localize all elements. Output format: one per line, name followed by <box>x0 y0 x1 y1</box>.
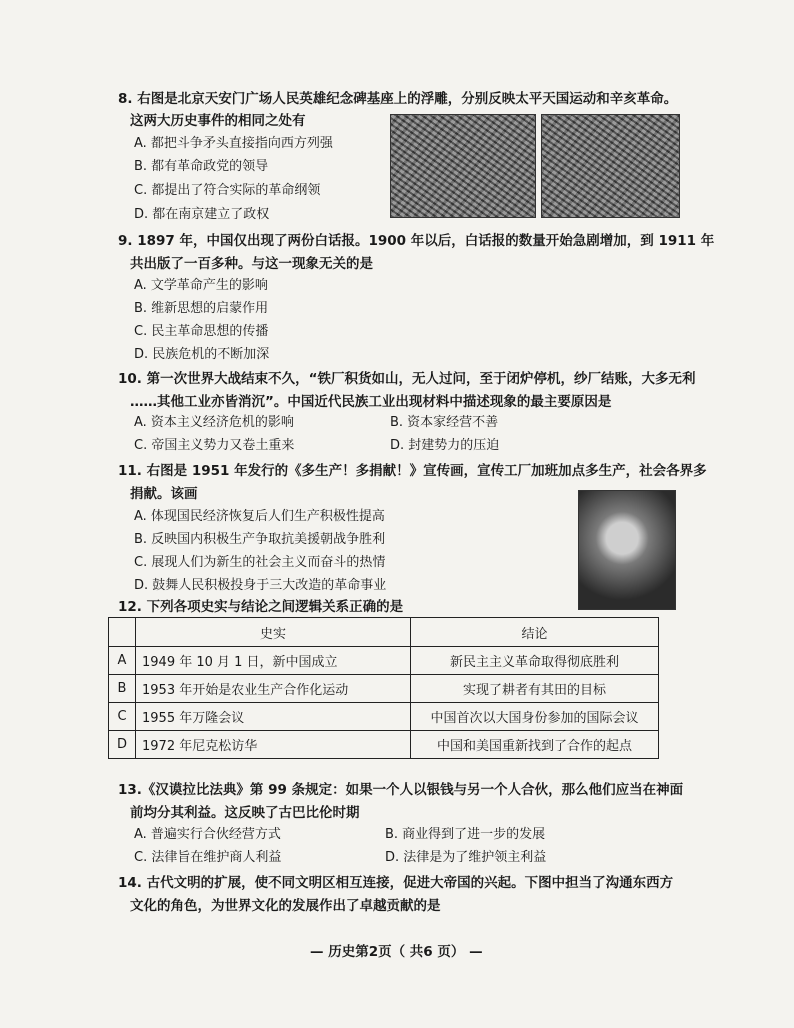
q13-stem-line2: 前均分其利益。这反映了古巴比伦时期 <box>130 805 360 821</box>
q14-stem-line2: 文化的角色，为世界文化的发展作出了卓越贡献的是 <box>130 898 441 914</box>
q13-option-d: D. 法律是为了维护领主利益 <box>385 850 547 865</box>
relief-taiping-image <box>390 114 536 218</box>
row-fact: 1953 年开始是农业生产合作化运动 <box>136 675 411 703</box>
q13-stem-line1: 13.《汉谟拉比法典》第 99 条规定：如果一个人以银钱与另一个人合伙，那么他们应当在神面 <box>118 782 684 798</box>
q11-option-d: D. 鼓舞人民积极投身于三大改造的革命事业 <box>134 578 387 593</box>
fact-conclusion-table <box>108 617 659 759</box>
q9-option-c: C. 民主革命思想的传播 <box>134 324 269 339</box>
table-row <box>109 647 659 675</box>
q9-stem-line2: 共出版了一百多种。与这一现象无关的是 <box>130 256 373 272</box>
q10-stem-line1: 10. 第一次世界大战结束不久，“铁厂积货如山，无人过问，至于闭炉停机，纱厂结账，大多无利 <box>118 371 696 387</box>
q13-option-c: C. 法律旨在维护商人利益 <box>134 850 282 865</box>
q13-option-a: A. 普遍实行合伙经营方式 <box>134 827 281 842</box>
table-header-row <box>109 618 659 647</box>
q8-option-a: A. 都把斗争矛头直接指向西方列强 <box>134 136 333 151</box>
row-conclusion: 新民主主义革命取得彻底胜利 <box>411 647 659 675</box>
row-fact: 1972 年尼克松访华 <box>136 731 411 759</box>
q9-stem-line1: 9. 1897 年，中国仅出现了两份白话报。1900 年以后，白话报的数量开始急剧增加，到 1911 年 <box>118 233 715 249</box>
table-header-conclusion: 结论 <box>411 618 659 647</box>
q11-stem-line2: 捐献。该画 <box>130 486 198 502</box>
row-conclusion: 中国和美国重新找到了合作的起点 <box>411 731 659 759</box>
table-row <box>109 675 659 703</box>
q8-option-c: C. 都提出了符合实际的革命纲领 <box>134 183 321 198</box>
q11-option-a: A. 体现国民经济恢复后人们生产积极性提高 <box>134 509 385 524</box>
table-row <box>109 731 659 759</box>
q10-option-c: C. 帝国主义势力又卷土重来 <box>134 438 295 453</box>
q9-option-a: A. 文学革命产生的影响 <box>134 278 268 293</box>
propaganda-poster-image <box>578 490 676 610</box>
q8-stem-line2: 这两大历史事件的相同之处有 <box>130 113 306 129</box>
q8-stem-line1: 8. 右图是北京天安门广场人民英雄纪念碑基座上的浮雕，分别反映太平天国运动和辛亥革命。 <box>118 91 678 107</box>
row-letter: D <box>109 731 136 759</box>
relief-xinhai-image <box>541 114 680 218</box>
q14-stem-line1: 14. 古代文明的扩展，使不同文明区相互连接，促进大帝国的兴起。下图中担当了沟通东西方 <box>118 875 674 891</box>
q13-option-b: B. 商业得到了进一步的发展 <box>385 827 546 842</box>
q8-option-d: D. 都在南京建立了政权 <box>134 207 270 222</box>
row-conclusion: 实现了耕者有其田的目标 <box>411 675 659 703</box>
q10-stem-line2: ……其他工业亦皆消沉”。中国近代民族工业出现材料中描述现象的最主要原因是 <box>130 394 612 410</box>
row-letter: C <box>109 703 136 731</box>
q11-option-b: B. 反映国内积极生产争取抗美援朝战争胜利 <box>134 532 386 547</box>
row-conclusion: 中国首次以大国身份参加的国际会议 <box>411 703 659 731</box>
row-fact: 1949 年 10 月 1 日，新中国成立 <box>136 647 411 675</box>
row-letter: B <box>109 675 136 703</box>
q10-option-a: A. 资本主义经济危机的影响 <box>134 415 294 430</box>
page-footer: — 历史第2页（ 共6 页） — <box>310 944 483 960</box>
table-row <box>109 703 659 731</box>
q9-option-b: B. 维新思想的启蒙作用 <box>134 301 269 316</box>
q12-stem: 12. 下列各项史实与结论之间逻辑关系正确的是 <box>118 599 404 615</box>
table-header-blank <box>109 618 136 647</box>
q11-stem-line1: 11. 右图是 1951 年发行的《多生产！多捐献！》宣传画，宣传工厂加班加点多生产，社会各界多 <box>118 463 707 479</box>
q10-option-b: B. 资本家经营不善 <box>390 415 499 430</box>
q8-option-b: B. 都有革命政党的领导 <box>134 159 269 174</box>
q10-option-d: D. 封建势力的压迫 <box>390 438 500 453</box>
table-header-fact: 史实 <box>136 618 411 647</box>
q11-option-c: C. 展现人们为新生的社会主义而奋斗的热情 <box>134 555 386 570</box>
q9-option-d: D. 民族危机的不断加深 <box>134 347 270 362</box>
row-fact: 1955 年万隆会议 <box>136 703 411 731</box>
row-letter: A <box>109 647 136 675</box>
